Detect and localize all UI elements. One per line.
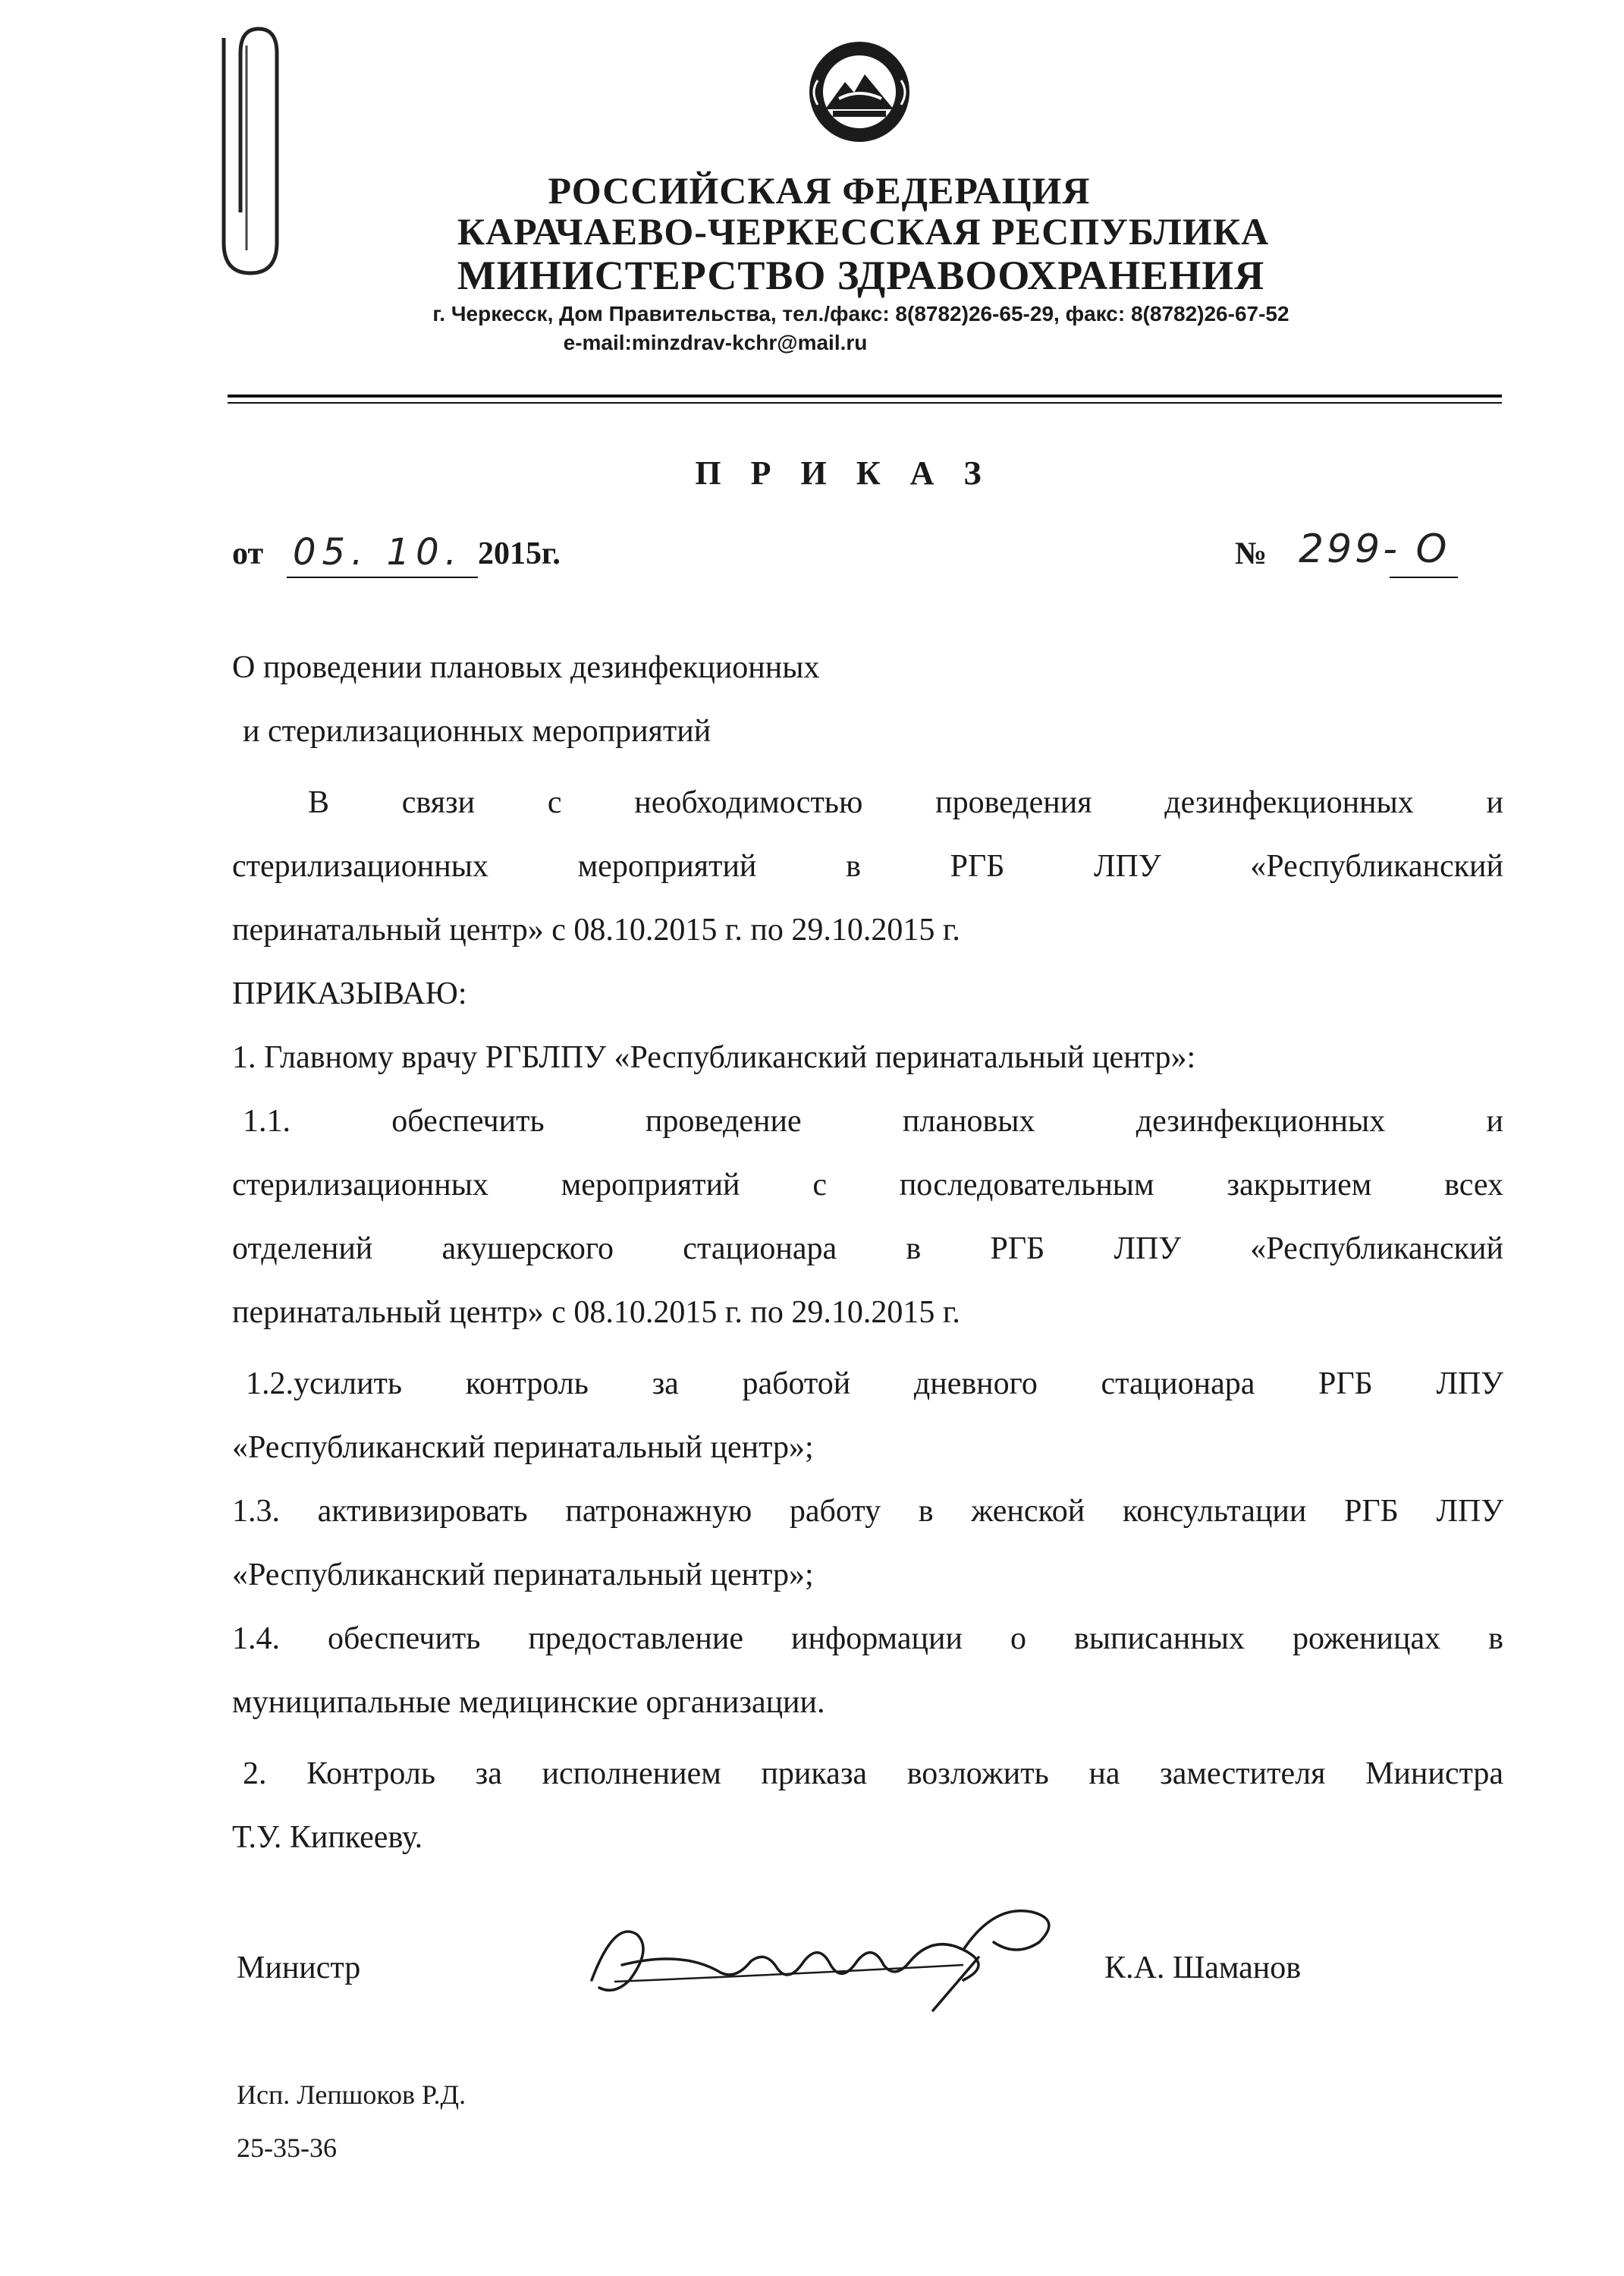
item-1-1-line-1: 1.1. обеспечить проведение плановых дезинфекционных и [243, 1104, 1503, 1139]
preamble-line-3: перинатальный центр» с 08.10.2015 г. по 29.10.2015 г. [232, 913, 960, 948]
header-divider-thin [228, 402, 1502, 404]
order-keyword: ПРИКАЗЫВАЮ: [232, 976, 467, 1011]
subject-line-2: и стерилизационных мероприятий [243, 714, 711, 749]
signer-name: К.А. Шаманов [1104, 1951, 1302, 1985]
header-republic: КАРАЧАЕВО-ЧЕРКЕССКАЯ РЕСПУБЛИКА [457, 210, 1270, 253]
item-2-line-1: 2. Контроль за исполнением приказа возложить на заместителя Министра [243, 1756, 1503, 1791]
executor-name: Исп. Лепшоков Р.Д. [237, 2080, 466, 2110]
header-ministry: МИНИСТЕРСТВО ЗДРАВООХРАНЕНИЯ [457, 253, 1265, 298]
item-1: 1. Главному врачу РГБЛПУ «Республиканский перинатальный центр»: [232, 1040, 1196, 1075]
number-handwritten: 299- О [1299, 527, 1450, 572]
date-year: 2015г. [478, 536, 561, 571]
preamble-line-1: В связи с необходимостью проведения дезинфекционных и [308, 785, 1503, 820]
item-1-3-line-1: 1.3. активизировать патронажную работу в женской консультации РГБ ЛПУ [232, 1494, 1503, 1529]
header-divider [228, 395, 1502, 398]
header-email: e-mail:minzdrav-kchr@mail.ru [563, 331, 868, 354]
item-1-4-line-2: муниципальные медицинские организации. [232, 1685, 825, 1720]
item-2-line-2: Т.У. Кипкееву. [232, 1820, 423, 1855]
handwritten-signature-icon [569, 1889, 1070, 2018]
date-prefix: от [232, 536, 264, 571]
item-1-4-line-1: 1.4. обеспечить предоставление информации о выписанных роженицах в [232, 1621, 1503, 1656]
paper-clip-icon [193, 23, 300, 281]
coat-of-arms-icon [803, 35, 916, 149]
date-underline [287, 577, 478, 578]
preamble-line-2: стерилизационных мероприятий в РГБ ЛПУ «Республиканский [232, 849, 1503, 884]
number-underline [1390, 577, 1458, 578]
document-title: П Р И К А З [695, 454, 992, 492]
number-prefix: № [1235, 536, 1267, 571]
executor-phone: 25-35-36 [237, 2133, 337, 2163]
item-1-1-line-3: отделений акушерского стационара в РГБ ЛПУ «Республиканский [232, 1231, 1503, 1266]
item-1-2-line-2: «Республиканский перинатальный центр»; [232, 1430, 814, 1465]
date-handwritten: 05. 10. [293, 531, 463, 574]
item-1-3-line-2: «Республиканский перинатальный центр»; [232, 1558, 814, 1592]
subject-line-1: О проведении плановых дезинфекционных [232, 650, 820, 685]
header-contact: г. Черкесск, Дом Правительства, тел./факс: 8(8782)26-65-29, факс: 8(8782)26-67-52 [432, 302, 1289, 325]
item-1-1-line-4: перинатальный центр» с 08.10.2015 г. по 29.10.2015 г. [232, 1295, 960, 1330]
item-1-1-line-2: стерилизационных мероприятий с последовательным закрытием всех [232, 1168, 1503, 1202]
signer-title: Министр [237, 1951, 361, 1985]
item-1-2-line-1: 1.2.усилить контроль за работой дневного стационара РГБ ЛПУ [246, 1366, 1503, 1401]
header-country: РОССИЙСКАЯ ФЕДЕРАЦИЯ [548, 169, 1091, 212]
